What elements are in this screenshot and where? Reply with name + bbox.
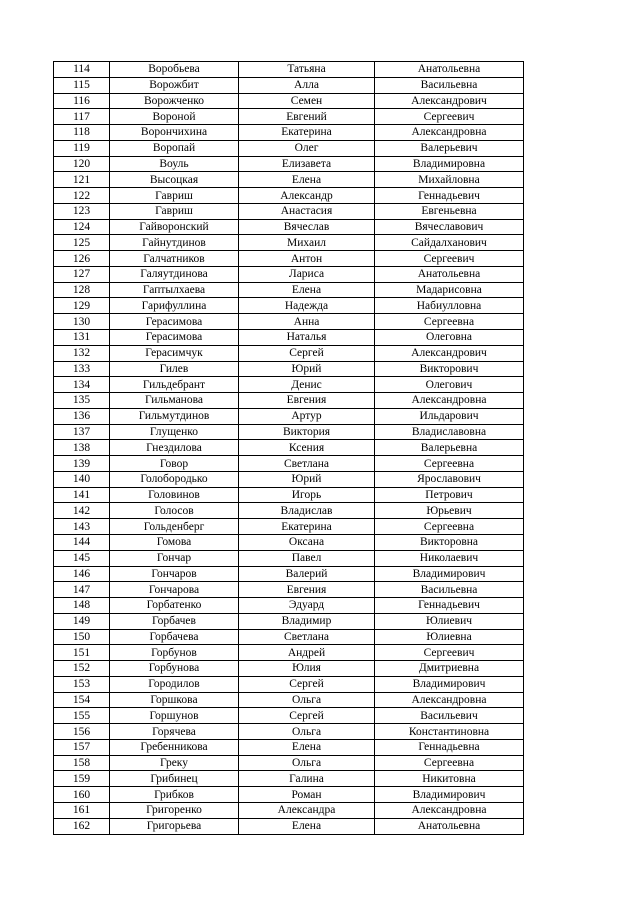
last-name-cell: Гомова bbox=[110, 534, 239, 550]
table-row bbox=[54, 172, 524, 188]
row-number-cell: 136 bbox=[54, 408, 110, 424]
first-name-cell: Ксения bbox=[239, 440, 375, 456]
row-number-cell: 128 bbox=[54, 282, 110, 298]
last-name-cell: Горбунов bbox=[110, 645, 239, 661]
patronymic-cell: Сергеевич bbox=[375, 645, 524, 661]
row-number-cell: 156 bbox=[54, 724, 110, 740]
patronymic-cell: Юлиевич bbox=[375, 613, 524, 629]
last-name-cell: Горбатенко bbox=[110, 598, 239, 614]
last-name-cell: Герасимова bbox=[110, 314, 239, 330]
row-number-cell: 142 bbox=[54, 503, 110, 519]
last-name-cell: Глущенко bbox=[110, 424, 239, 440]
table-row bbox=[54, 519, 524, 535]
table-row bbox=[54, 282, 524, 298]
last-name-cell: Гильмутдинов bbox=[110, 408, 239, 424]
row-number-cell: 149 bbox=[54, 613, 110, 629]
table-row bbox=[54, 676, 524, 692]
first-name-cell: Андрей bbox=[239, 645, 375, 661]
table-row bbox=[54, 440, 524, 456]
row-number-cell: 115 bbox=[54, 77, 110, 93]
last-name-cell: Гильдебрант bbox=[110, 377, 239, 393]
row-number-cell: 147 bbox=[54, 582, 110, 598]
patronymic-cell: Анатольевна bbox=[375, 62, 524, 78]
row-number-cell: 124 bbox=[54, 219, 110, 235]
row-number-cell: 141 bbox=[54, 487, 110, 503]
patronymic-cell: Васильевна bbox=[375, 77, 524, 93]
last-name-cell: Горбачев bbox=[110, 613, 239, 629]
table-row bbox=[54, 109, 524, 125]
first-name-cell: Виктория bbox=[239, 424, 375, 440]
table-body bbox=[54, 62, 524, 835]
patronymic-cell: Николаевич bbox=[375, 550, 524, 566]
first-name-cell: Екатерина bbox=[239, 125, 375, 141]
last-name-cell: Голосов bbox=[110, 503, 239, 519]
first-name-cell: Эдуард bbox=[239, 598, 375, 614]
last-name-cell: Ворончихина bbox=[110, 125, 239, 141]
last-name-cell: Греку bbox=[110, 755, 239, 771]
table-row bbox=[54, 424, 524, 440]
last-name-cell: Гольденберг bbox=[110, 519, 239, 535]
last-name-cell: Воробьева bbox=[110, 62, 239, 78]
first-name-cell: Анастасия bbox=[239, 203, 375, 219]
patronymic-cell: Сергеевна bbox=[375, 314, 524, 330]
first-name-cell: Татьяна bbox=[239, 62, 375, 78]
table-row bbox=[54, 251, 524, 267]
last-name-cell: Голобородько bbox=[110, 471, 239, 487]
last-name-cell: Гайнутдинов bbox=[110, 235, 239, 251]
table-row bbox=[54, 724, 524, 740]
patronymic-cell: Юлиевна bbox=[375, 629, 524, 645]
table-row bbox=[54, 613, 524, 629]
last-name-cell: Гарифуллина bbox=[110, 298, 239, 314]
last-name-cell: Горшкова bbox=[110, 692, 239, 708]
patronymic-cell: Дмитриевна bbox=[375, 661, 524, 677]
patronymic-cell: Валерьевич bbox=[375, 140, 524, 156]
last-name-cell: Герасимчук bbox=[110, 345, 239, 361]
row-number-cell: 125 bbox=[54, 235, 110, 251]
table-row bbox=[54, 408, 524, 424]
name-list-sheet bbox=[53, 61, 524, 835]
row-number-cell: 126 bbox=[54, 251, 110, 267]
row-number-cell: 119 bbox=[54, 140, 110, 156]
first-name-cell: Ольга bbox=[239, 755, 375, 771]
first-name-cell: Юрий bbox=[239, 361, 375, 377]
first-name-cell: Елизавета bbox=[239, 156, 375, 172]
row-number-cell: 158 bbox=[54, 755, 110, 771]
table-row bbox=[54, 62, 524, 78]
table-row bbox=[54, 771, 524, 787]
table-row bbox=[54, 503, 524, 519]
patronymic-cell: Геннадьевич bbox=[375, 188, 524, 204]
patronymic-cell: Геннадьевич bbox=[375, 598, 524, 614]
row-number-cell: 148 bbox=[54, 598, 110, 614]
patronymic-cell: Олеговна bbox=[375, 330, 524, 346]
last-name-cell: Галчатников bbox=[110, 251, 239, 267]
patronymic-cell: Мадарисовна bbox=[375, 282, 524, 298]
table-row bbox=[54, 314, 524, 330]
first-name-cell: Евгения bbox=[239, 582, 375, 598]
patronymic-cell: Викторович bbox=[375, 361, 524, 377]
patronymic-cell: Сергеевна bbox=[375, 755, 524, 771]
row-number-cell: 132 bbox=[54, 345, 110, 361]
row-number-cell: 144 bbox=[54, 534, 110, 550]
last-name-cell: Головинов bbox=[110, 487, 239, 503]
table-row bbox=[54, 598, 524, 614]
first-name-cell: Владислав bbox=[239, 503, 375, 519]
patronymic-cell: Геннадьевна bbox=[375, 739, 524, 755]
row-number-cell: 139 bbox=[54, 456, 110, 472]
table-row bbox=[54, 487, 524, 503]
table-row bbox=[54, 566, 524, 582]
row-number-cell: 129 bbox=[54, 298, 110, 314]
first-name-cell: Владимир bbox=[239, 613, 375, 629]
patronymic-cell: Владимирович bbox=[375, 676, 524, 692]
last-name-cell: Гончарова bbox=[110, 582, 239, 598]
patronymic-cell: Сергеевич bbox=[375, 251, 524, 267]
row-number-cell: 131 bbox=[54, 330, 110, 346]
last-name-cell: Гнездилова bbox=[110, 440, 239, 456]
last-name-cell: Гаптылхаева bbox=[110, 282, 239, 298]
patronymic-cell: Александровна bbox=[375, 692, 524, 708]
row-number-cell: 138 bbox=[54, 440, 110, 456]
table-row bbox=[54, 393, 524, 409]
patronymic-cell: Валерьевна bbox=[375, 440, 524, 456]
table-row bbox=[54, 330, 524, 346]
patronymic-cell: Владиславовна bbox=[375, 424, 524, 440]
last-name-cell: Ворожбит bbox=[110, 77, 239, 93]
patronymic-cell: Олегович bbox=[375, 377, 524, 393]
last-name-cell: Высоцкая bbox=[110, 172, 239, 188]
first-name-cell: Ольга bbox=[239, 724, 375, 740]
first-name-cell: Надежда bbox=[239, 298, 375, 314]
patronymic-cell: Владимирович bbox=[375, 566, 524, 582]
patronymic-cell: Евгеньевна bbox=[375, 203, 524, 219]
last-name-cell: Говор bbox=[110, 456, 239, 472]
first-name-cell: Ольга bbox=[239, 692, 375, 708]
patronymic-cell: Владимирович bbox=[375, 787, 524, 803]
row-number-cell: 137 bbox=[54, 424, 110, 440]
last-name-cell: Грибинец bbox=[110, 771, 239, 787]
patronymic-cell: Петрович bbox=[375, 487, 524, 503]
patronymic-cell: Васильевич bbox=[375, 708, 524, 724]
last-name-cell: Гилев bbox=[110, 361, 239, 377]
row-number-cell: 152 bbox=[54, 661, 110, 677]
row-number-cell: 134 bbox=[54, 377, 110, 393]
first-name-cell: Валерий bbox=[239, 566, 375, 582]
first-name-cell: Алла bbox=[239, 77, 375, 93]
patronymic-cell: Васильевна bbox=[375, 582, 524, 598]
patronymic-cell: Сайдалханович bbox=[375, 235, 524, 251]
first-name-cell: Роман bbox=[239, 787, 375, 803]
patronymic-cell: Никитовна bbox=[375, 771, 524, 787]
table-row bbox=[54, 629, 524, 645]
last-name-cell: Гончар bbox=[110, 550, 239, 566]
row-number-cell: 162 bbox=[54, 818, 110, 834]
patronymic-cell: Анатольевна bbox=[375, 266, 524, 282]
row-number-cell: 145 bbox=[54, 550, 110, 566]
row-number-cell: 121 bbox=[54, 172, 110, 188]
row-number-cell: 159 bbox=[54, 771, 110, 787]
table-row bbox=[54, 802, 524, 818]
first-name-cell: Анна bbox=[239, 314, 375, 330]
patronymic-cell: Сергеевич bbox=[375, 109, 524, 125]
patronymic-cell: Константиновна bbox=[375, 724, 524, 740]
row-number-cell: 161 bbox=[54, 802, 110, 818]
last-name-cell: Гребенникова bbox=[110, 739, 239, 755]
row-number-cell: 150 bbox=[54, 629, 110, 645]
last-name-cell: Воропай bbox=[110, 140, 239, 156]
last-name-cell: Гончаров bbox=[110, 566, 239, 582]
row-number-cell: 135 bbox=[54, 393, 110, 409]
name-list-table bbox=[53, 61, 524, 835]
table-row bbox=[54, 708, 524, 724]
table-row bbox=[54, 692, 524, 708]
table-row bbox=[54, 77, 524, 93]
table-row bbox=[54, 345, 524, 361]
last-name-cell: Горячева bbox=[110, 724, 239, 740]
last-name-cell: Воуль bbox=[110, 156, 239, 172]
first-name-cell: Антон bbox=[239, 251, 375, 267]
first-name-cell: Денис bbox=[239, 377, 375, 393]
first-name-cell: Евгений bbox=[239, 109, 375, 125]
row-number-cell: 118 bbox=[54, 125, 110, 141]
last-name-cell: Горбунова bbox=[110, 661, 239, 677]
first-name-cell: Юрий bbox=[239, 471, 375, 487]
patronymic-cell: Михайловна bbox=[375, 172, 524, 188]
first-name-cell: Вячеслав bbox=[239, 219, 375, 235]
last-name-cell: Герасимова bbox=[110, 330, 239, 346]
last-name-cell: Григоренко bbox=[110, 802, 239, 818]
row-number-cell: 143 bbox=[54, 519, 110, 535]
first-name-cell: Наталья bbox=[239, 330, 375, 346]
table-row bbox=[54, 471, 524, 487]
row-number-cell: 123 bbox=[54, 203, 110, 219]
last-name-cell: Горшунов bbox=[110, 708, 239, 724]
table-row bbox=[54, 266, 524, 282]
first-name-cell: Светлана bbox=[239, 456, 375, 472]
first-name-cell: Олег bbox=[239, 140, 375, 156]
patronymic-cell: Ильдарович bbox=[375, 408, 524, 424]
patronymic-cell: Сергеевна bbox=[375, 456, 524, 472]
patronymic-cell: Вячеславович bbox=[375, 219, 524, 235]
first-name-cell: Александр bbox=[239, 188, 375, 204]
first-name-cell: Михаил bbox=[239, 235, 375, 251]
patronymic-cell: Сергеевна bbox=[375, 519, 524, 535]
first-name-cell: Елена bbox=[239, 282, 375, 298]
first-name-cell: Игорь bbox=[239, 487, 375, 503]
patronymic-cell: Ярославович bbox=[375, 471, 524, 487]
row-number-cell: 151 bbox=[54, 645, 110, 661]
row-number-cell: 117 bbox=[54, 109, 110, 125]
last-name-cell: Галяутдинова bbox=[110, 266, 239, 282]
patronymic-cell: Анатольевна bbox=[375, 818, 524, 834]
table-row bbox=[54, 235, 524, 251]
first-name-cell: Сергей bbox=[239, 345, 375, 361]
row-number-cell: 114 bbox=[54, 62, 110, 78]
first-name-cell: Оксана bbox=[239, 534, 375, 550]
patronymic-cell: Александровна bbox=[375, 125, 524, 141]
row-number-cell: 133 bbox=[54, 361, 110, 377]
first-name-cell: Сергей bbox=[239, 676, 375, 692]
last-name-cell: Гайворонский bbox=[110, 219, 239, 235]
row-number-cell: 130 bbox=[54, 314, 110, 330]
last-name-cell: Гильманова bbox=[110, 393, 239, 409]
patronymic-cell: Владимировна bbox=[375, 156, 524, 172]
table-row bbox=[54, 361, 524, 377]
first-name-cell: Сергей bbox=[239, 708, 375, 724]
row-number-cell: 116 bbox=[54, 93, 110, 109]
row-number-cell: 155 bbox=[54, 708, 110, 724]
patronymic-cell: Александрович bbox=[375, 345, 524, 361]
table-row bbox=[54, 755, 524, 771]
patronymic-cell: Александровна bbox=[375, 393, 524, 409]
first-name-cell: Светлана bbox=[239, 629, 375, 645]
table-row bbox=[54, 219, 524, 235]
table-row bbox=[54, 298, 524, 314]
row-number-cell: 160 bbox=[54, 787, 110, 803]
table-row bbox=[54, 661, 524, 677]
first-name-cell: Семен bbox=[239, 93, 375, 109]
first-name-cell: Артур bbox=[239, 408, 375, 424]
last-name-cell: Григорьева bbox=[110, 818, 239, 834]
last-name-cell: Вороной bbox=[110, 109, 239, 125]
table-row bbox=[54, 550, 524, 566]
last-name-cell: Гавриш bbox=[110, 188, 239, 204]
table-row bbox=[54, 582, 524, 598]
table-row bbox=[54, 188, 524, 204]
patronymic-cell: Александровна bbox=[375, 802, 524, 818]
first-name-cell: Евгения bbox=[239, 393, 375, 409]
table-row bbox=[54, 156, 524, 172]
first-name-cell: Юлия bbox=[239, 661, 375, 677]
row-number-cell: 127 bbox=[54, 266, 110, 282]
first-name-cell: Елена bbox=[239, 739, 375, 755]
last-name-cell: Городилов bbox=[110, 676, 239, 692]
first-name-cell: Галина bbox=[239, 771, 375, 787]
table-row bbox=[54, 787, 524, 803]
row-number-cell: 122 bbox=[54, 188, 110, 204]
first-name-cell: Екатерина bbox=[239, 519, 375, 535]
table-row bbox=[54, 125, 524, 141]
table-row bbox=[54, 645, 524, 661]
last-name-cell: Ворожченко bbox=[110, 93, 239, 109]
table-row bbox=[54, 456, 524, 472]
last-name-cell: Горбачева bbox=[110, 629, 239, 645]
table-row bbox=[54, 203, 524, 219]
first-name-cell: Елена bbox=[239, 818, 375, 834]
patronymic-cell: Набиулловна bbox=[375, 298, 524, 314]
row-number-cell: 120 bbox=[54, 156, 110, 172]
first-name-cell: Елена bbox=[239, 172, 375, 188]
row-number-cell: 153 bbox=[54, 676, 110, 692]
table-row bbox=[54, 93, 524, 109]
table-row bbox=[54, 140, 524, 156]
row-number-cell: 140 bbox=[54, 471, 110, 487]
first-name-cell: Павел bbox=[239, 550, 375, 566]
table-row bbox=[54, 534, 524, 550]
row-number-cell: 157 bbox=[54, 739, 110, 755]
last-name-cell: Гавриш bbox=[110, 203, 239, 219]
table-row bbox=[54, 739, 524, 755]
row-number-cell: 146 bbox=[54, 566, 110, 582]
first-name-cell: Александра bbox=[239, 802, 375, 818]
table-row bbox=[54, 818, 524, 834]
row-number-cell: 154 bbox=[54, 692, 110, 708]
table-row bbox=[54, 377, 524, 393]
patronymic-cell: Юрьевич bbox=[375, 503, 524, 519]
last-name-cell: Грибков bbox=[110, 787, 239, 803]
patronymic-cell: Александрович bbox=[375, 93, 524, 109]
patronymic-cell: Викторовна bbox=[375, 534, 524, 550]
first-name-cell: Лариса bbox=[239, 266, 375, 282]
